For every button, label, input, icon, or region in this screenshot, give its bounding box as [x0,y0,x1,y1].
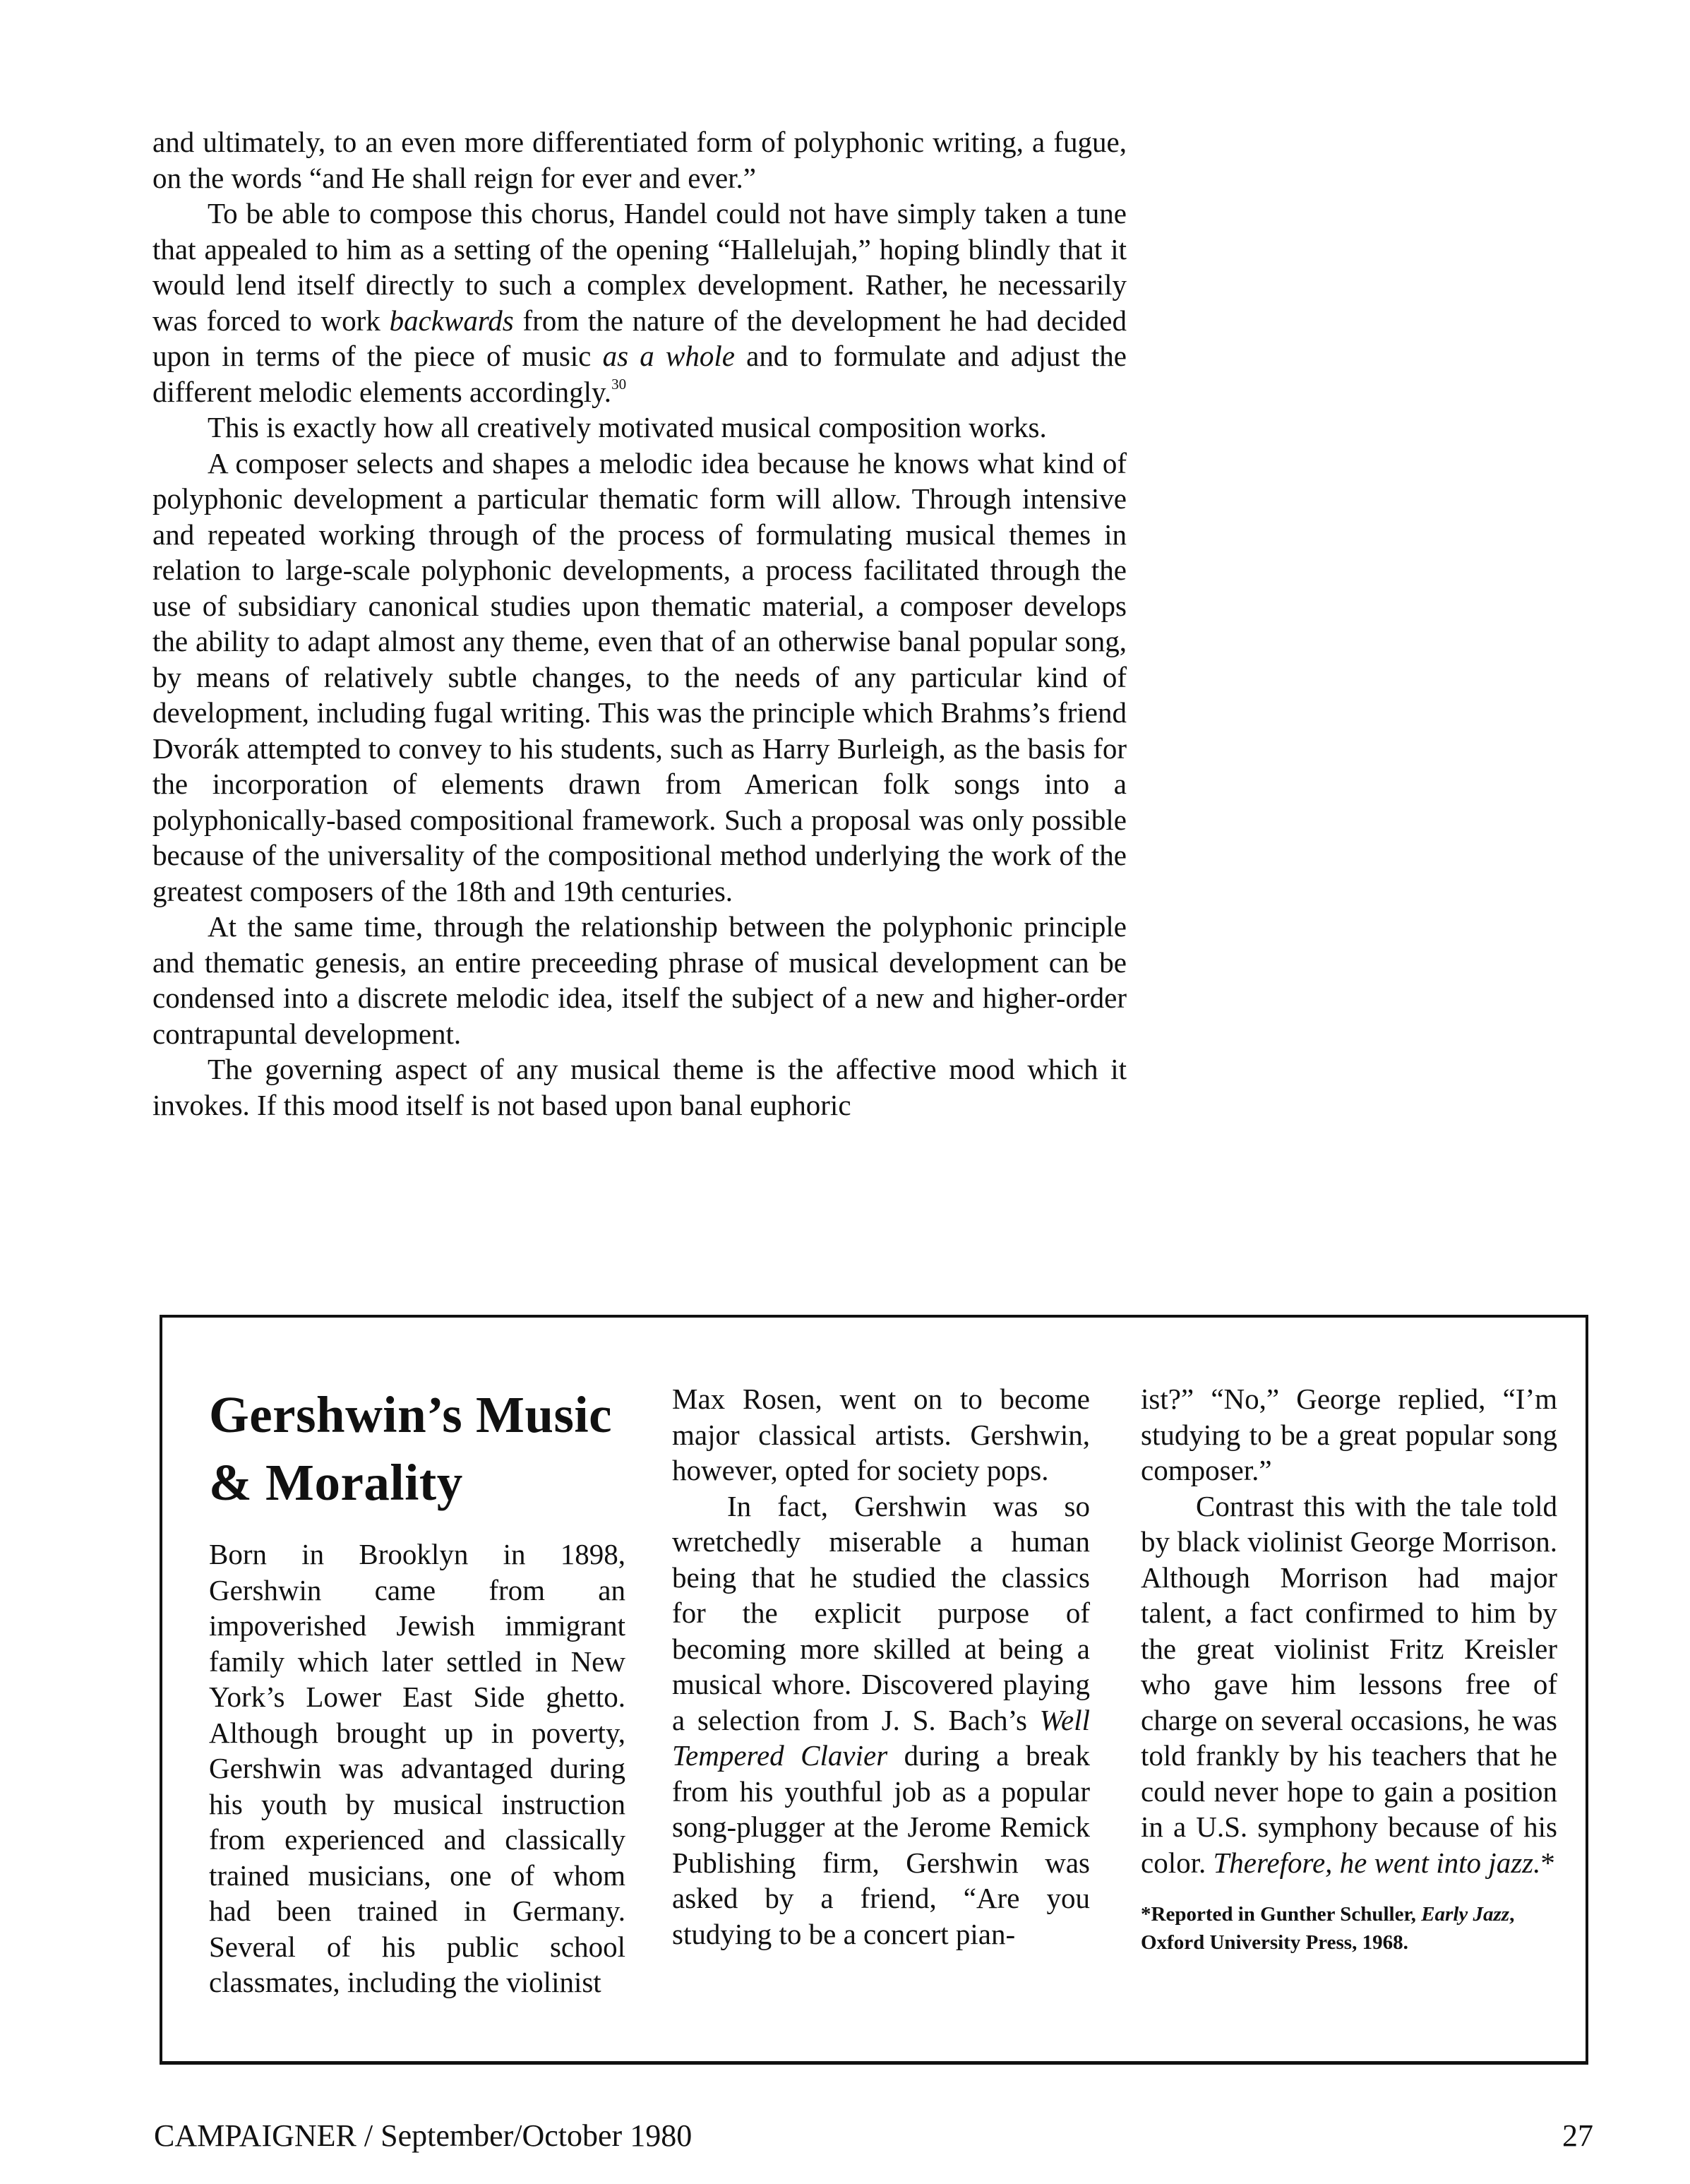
sidebar-column-2 [672,1381,1090,1952]
emphasis-text: Well Tempered Clavier [672,1703,1090,1772]
sidebar-paragraph: Max Rosen, went on to become major classical artists. Gershwin, however, opted for society pops. [672,1383,1090,1486]
sidebar-title-line: & Morality [209,1454,463,1511]
paragraph-text: during a break from his youthful job as a popular song-plugger at the Jerome Remick Publishing firm, Gershwin was asked by a friend, “Are you studying to be a concert pian- [672,1739,1090,1950]
emphasis-text: Therefore, he went into jazz. [1213,1846,1541,1879]
paragraph-text: In fact, Gershwin was so wretchedly miserable a human being that he studied the classics for the explicit purpose of becoming more skilled at being a musical whore. Discovered playing a selection from J. S. Bach’s [672,1489,1090,1736]
article-paragraph: This is exactly how all creatively motivated musical composition works. [208,411,1047,443]
footnote-text: *Reported in Gunther Schuller, [1141,1903,1422,1926]
sidebar-paragraph: ist?” “No,” George replied, “I’m studying to be a great popular song composer.” [1141,1383,1557,1486]
article-paragraph: and ultimately, to an even more differentiated form of polyphonic writing, a fugue, on the words “and He shall reign for ever and ever.” [152,126,1127,194]
emphasis-text: backwards [389,304,514,337]
footnote-reference: 30 [611,375,627,393]
article-paragraph: At the same time, through the relationship between the polyphonic principle and thematic genesis, an entire preceeding phrase of musical development can be condensed into a discrete melodic idea, itself the subject of a new and higher-order contrapuntal development. [152,910,1127,1050]
article-body [152,124,1127,1123]
sidebar-column-1 [209,1381,625,2000]
sidebar-paragraph [1141,1488,1557,1881]
paragraph-text: Contrast this with the tale told by black violinist George Morrison. Although Morrison had major talent, a fact confirmed to him by the great violinist Fritz Kreisler who gave him lessons free of charge on several occasions, he was told frankly by his teachers that he could never hope to gain a position in a U.S. symphony because of his color. [1141,1489,1557,1879]
sidebar-paragraph: Born in Brooklyn in 1898, Gershwin came from an impoverished Jewish immigrant family which later settled in New York’s Lower East Side ghetto. Although brought up in poverty, Gershwin was advantaged during his youth by musical instruction from experienced and classically trained musicians, one of whom had been trained in Germany. Several of his public school classmates, including the violinist [209,1538,625,1998]
paragraph-text: from the nature of the development he had decided upon in terms of the piece of music [152,304,1127,372]
page-number: 27 [1562,2118,1593,2153]
article-paragraph: A composer selects and shapes a melodic idea because he knows what kind of polyphonic development a particular thematic form will allow. Through intensive and repeated working through of the process of formulating musical themes in relation to large-scale polyphonic developments, a process facilitated through the use of subsidiary canonical studies upon thematic material, a composer develops the ability to adapt almost any theme, even that of an otherwise banal popular song, by means of relatively subtle changes, to the needs of any particular kind of development, including fugal writing. This was the principle which Brahms’s friend Dvorák attempted to convey to his students, such as Harry Burleigh, as the basis for the incorporation of elements drawn from American folk songs into a polyphonically-based compositional framework. Such a proposal was only possible because of the universality of the compositional method underlying the work of the greatest composers of the 18th and 19th centuries. [152,446,1127,907]
emphasis-text: as a whole [602,340,735,372]
sidebar-title-line: Gershwin’s Music [209,1386,613,1443]
emphasis-text: Early Jazz [1421,1903,1510,1926]
paragraph-text: To be able to compose this chorus, Handel could not have simply taken a tune that appealed to him as a setting of the opening “Hallelujah,” hoping blindly that it would lend itself directly to such a complex development. Rather, he necessarily was forced to work [152,197,1127,337]
sidebar-paragraph [672,1488,1090,1952]
sidebar-column-3 [1141,1381,1557,1957]
publication-footer: CAMPAIGNER / September/October 1980 [154,2118,693,2153]
article-paragraph: The governing aspect of any musical theme is the affective mood which it invokes. If this mood itself is not based upon banal euphoric [152,1053,1127,1121]
footnote-text: , Oxford University Press, 1968. [1141,1903,1515,1954]
sidebar-footnote [1141,1900,1557,1957]
article-paragraph [152,196,1127,410]
sidebar-box [160,1315,1588,2065]
sidebar-title [209,1381,625,1517]
footnote-marker: * [1540,1846,1555,1879]
paragraph-text: and to formulate and adjust the different melodic elements accordingly. [152,340,1127,408]
